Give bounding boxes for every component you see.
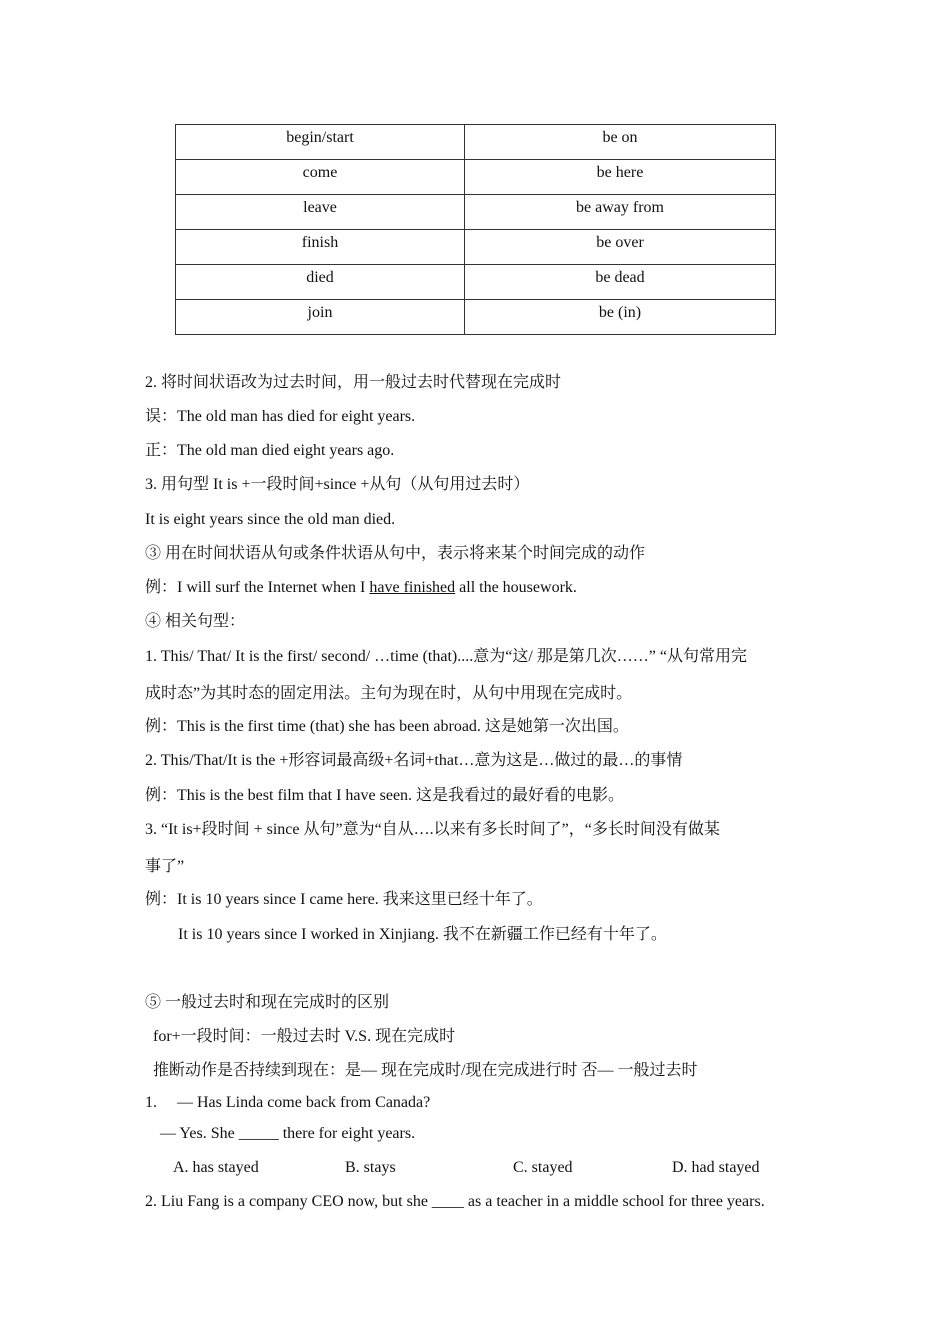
option-b: B. stays: [345, 1159, 396, 1176]
example-future-perfect: [145, 578, 577, 598]
question-1-number: 1.: [145, 1094, 157, 1111]
inference-note: 推断动作是否持续到现在：是— 现在完成时/现在完成进行时 否— 一般过去时: [153, 1062, 698, 1079]
table-cell: begin/start: [176, 125, 465, 160]
pattern-1-example: 例：This is the first time (that) she has been abroad. 这是她第一次出国。: [145, 718, 629, 735]
section-5-heading: ⑤ 一般过去时和现在完成时的区别: [145, 994, 390, 1011]
option-c: C. stayed: [513, 1159, 573, 1176]
example-text: all the housework.: [455, 579, 577, 596]
table-cell: died: [176, 265, 465, 300]
table-cell: finish: [176, 230, 465, 265]
table-row: [176, 230, 776, 265]
table-row: [176, 300, 776, 335]
table-cell: be here: [465, 160, 776, 195]
pattern-1-text: 1. This/ That/ It is the first/ second/ …time (that)....意为“这/ 那是第几次……” “从句常用完: [145, 648, 748, 665]
example-text: 例：I will surf the Internet when I: [145, 579, 370, 596]
pattern-2-example: 例：This is the best film that I have seen. 这是我看过的最好看的电影。: [145, 787, 625, 804]
table-cell: be on: [465, 125, 776, 160]
section-3-heading: ③ 用在时间状语从句或条件状语从句中，表示将来某个时间完成的动作: [145, 545, 646, 562]
verb-conversion-table: [175, 124, 776, 335]
question-1-prompt: — Has Linda come back from Canada?: [177, 1094, 431, 1111]
option-a: A. has stayed: [173, 1159, 259, 1176]
table-row: [176, 265, 776, 300]
table-row: [176, 125, 776, 160]
table-row: [176, 160, 776, 195]
underlined-phrase: have finished: [369, 579, 456, 596]
example-sentence: It is eight years since the old man died.: [145, 511, 396, 528]
comparison-note: for+一段时间：一般过去时 V.S. 现在完成时: [153, 1028, 456, 1045]
pattern-2-text: 2. This/That/It is the +形容词最高级+名词+that…意为这是…做过的最…的事情: [145, 752, 683, 769]
pattern-1-text-cont: 成时态”为其时态的固定用法。主句为现在时，从句中用现在完成时。: [145, 685, 633, 702]
table-cell: be away from: [465, 195, 776, 230]
question-1-reply: — Yes. She _____ there for eight years.: [160, 1125, 416, 1142]
table-row: [176, 195, 776, 230]
table-cell: be (in): [465, 300, 776, 335]
rule-heading-2: 2. 将时间状语改为过去时间，用一般过去时代替现在完成时: [145, 374, 562, 391]
pattern-3-text: 3. “It is+段时间 + since 从句”意为“自从….以来有多长时间了”，“多长时间没有做某: [145, 821, 720, 838]
table-cell: come: [176, 160, 465, 195]
pattern-3-example-2: It is 10 years since I worked in Xinjiang. 我不在新疆工作已经有十年了。: [178, 926, 667, 943]
pattern-3-example-1: 例：It is 10 years since I came here. 我来这里已经十年了。: [145, 891, 543, 908]
table-cell: be dead: [465, 265, 776, 300]
wrong-example: 误：The old man has died for eight years.: [145, 408, 416, 425]
pattern-3-text-cont: 事了”: [145, 858, 185, 875]
question-2: 2. Liu Fang is a company CEO now, but she ____ as a teacher in a middle school for three years.: [145, 1193, 765, 1210]
section-4-heading: ④ 相关句型：: [145, 613, 246, 630]
table-cell: leave: [176, 195, 465, 230]
option-d: D. had stayed: [672, 1159, 760, 1176]
table-cell: join: [176, 300, 465, 335]
rule-heading-3: 3. 用句型 It is +一段时间+since +从句（从句用过去时）: [145, 476, 530, 493]
table-cell: be over: [465, 230, 776, 265]
correct-example: 正：The old man died eight years ago.: [145, 442, 395, 459]
